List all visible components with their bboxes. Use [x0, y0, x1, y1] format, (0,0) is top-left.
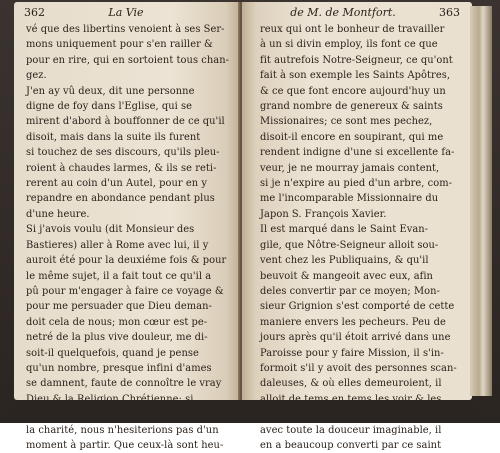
- text-line: maniere envers les pecheurs. Peu de: [260, 316, 446, 328]
- text-line: mirent d'abord à bouffonner de ce qu'il: [26, 116, 225, 128]
- text-line: fit autrefois Notre-Seigneur, ce qu'ont: [260, 54, 453, 66]
- left-page: [14, 2, 240, 451]
- text-line: sieur Grignion s'est comporté de cette: [260, 301, 455, 313]
- text-line: à un si divin employ, ils font ce que: [260, 39, 438, 51]
- text-line: si touchez de ses discours, qu'ils pleu-: [26, 147, 220, 159]
- text-line: moment à partir. Que ceux-là sont heu-: [26, 439, 224, 451]
- text-line: formoit s'il y avoit des personnes scan-: [260, 362, 457, 374]
- text-line: pû pour m'engager à faire ce voyage &: [26, 285, 224, 297]
- text-line: jours après qu'il étoit arrivé dans une: [260, 332, 451, 344]
- text-line: Il est marqué dans le Saint Evan-: [260, 224, 429, 236]
- text-line: beuvoit & mangeoit avec eux, afin: [260, 270, 433, 282]
- right-running-title: de M. de Montfort.: [290, 6, 396, 19]
- left-page-header: [24, 6, 228, 20]
- text-line: rendent indigne d'une si excellente fa-: [260, 147, 455, 159]
- text-line: roient à chaudes larmes, & ils se reti-: [26, 162, 217, 174]
- right-page: [242, 2, 472, 451]
- text-line: disoit-il encore en soupirant, qui me: [260, 131, 444, 143]
- text-line: gile, que Nôtre-Seigneur alloit sou-: [260, 239, 439, 251]
- text-line: Paroisse pour y faire Mission, il s'in-: [260, 347, 444, 359]
- text-line: le même sujet, il a fait tout ce qu'il a: [26, 270, 212, 282]
- right-page-text: [260, 22, 466, 453]
- text-line: digne de foy dans l'Eglise, qui se: [26, 101, 193, 113]
- text-line: mons uniquement pour s'en railler &: [26, 39, 213, 51]
- left-page-text: [26, 22, 230, 453]
- text-line: pour me persuader que Dieu deman-: [26, 301, 212, 313]
- text-line: reux qui ont le bonheur de travailler: [260, 24, 445, 35]
- text-line: deles convertir par ce moyen; Mon-: [260, 285, 440, 297]
- text-line: vent chez les Publiquains, & qu'il: [260, 255, 429, 267]
- text-line: si je n'expire au pied d'un arbre, com-: [260, 178, 453, 190]
- text-line: avec toute la douceur imaginable, il: [260, 424, 442, 436]
- text-line: repandre en abondance pendant plus: [26, 193, 215, 205]
- right-page-number: 363: [439, 6, 460, 19]
- text-line: J'en ay vû deux, dit une personne: [26, 85, 195, 97]
- page-edges: [470, 6, 492, 396]
- text-line: auroit été pour la deuxiéme fois & pour: [26, 255, 227, 267]
- text-line: disoit, mais dans la suite ils furent: [26, 131, 201, 143]
- text-line: netré de la plus vive douleur, me di-: [26, 332, 208, 344]
- text-line: en a beaucoup converti par ce saint: [260, 439, 442, 451]
- text-line: vé que des libertins venoient à ses Ser-: [26, 24, 225, 35]
- left-running-title: La Vie: [108, 6, 144, 19]
- text-line: rerent au coin d'un Autel, pour en y: [26, 178, 207, 190]
- text-line: veur, je ne mourray jamais content,: [260, 162, 440, 174]
- text-line: & ce que font encore aujourd'huy un: [260, 85, 446, 97]
- text-line: d'une heure.: [26, 208, 90, 220]
- text-line: doit cela de nous; mon cœur est pe-: [26, 316, 208, 328]
- text-line: Si j'avois voulu (dit Monsieur des: [26, 224, 195, 236]
- text-line: se damnent, faute de connoître le vray: [26, 378, 222, 390]
- text-line: fait à son exemple les Saints Apôtres,: [260, 70, 451, 82]
- text-line: Bastieres) aller à Rome avec lui, il y: [26, 239, 209, 251]
- text-line: Japon S. François Xavier.: [260, 208, 387, 220]
- text-line: grand nombre de genereux & saints: [260, 101, 443, 113]
- text-line: soit-il quelquefois, quand je pense: [26, 347, 199, 359]
- text-line: Missionaires; ce sont mes pechez,: [260, 116, 433, 128]
- text-line: pour en rire, qui en sortoient tous chan-: [26, 54, 229, 66]
- left-page-number: 362: [24, 6, 45, 19]
- text-line: qu'un nombre, presque infini d'ames: [26, 362, 212, 374]
- right-page-header: [252, 6, 460, 20]
- book-shadow: [14, 400, 474, 423]
- text-line: daleuses, & où elles demeuroient, il: [260, 378, 442, 390]
- text-line: la charité, nous n'hesiterions pas d'un: [26, 424, 219, 436]
- text-line: gez.: [26, 70, 47, 82]
- text-line: me l'incomparable Missionnaire du: [260, 193, 439, 205]
